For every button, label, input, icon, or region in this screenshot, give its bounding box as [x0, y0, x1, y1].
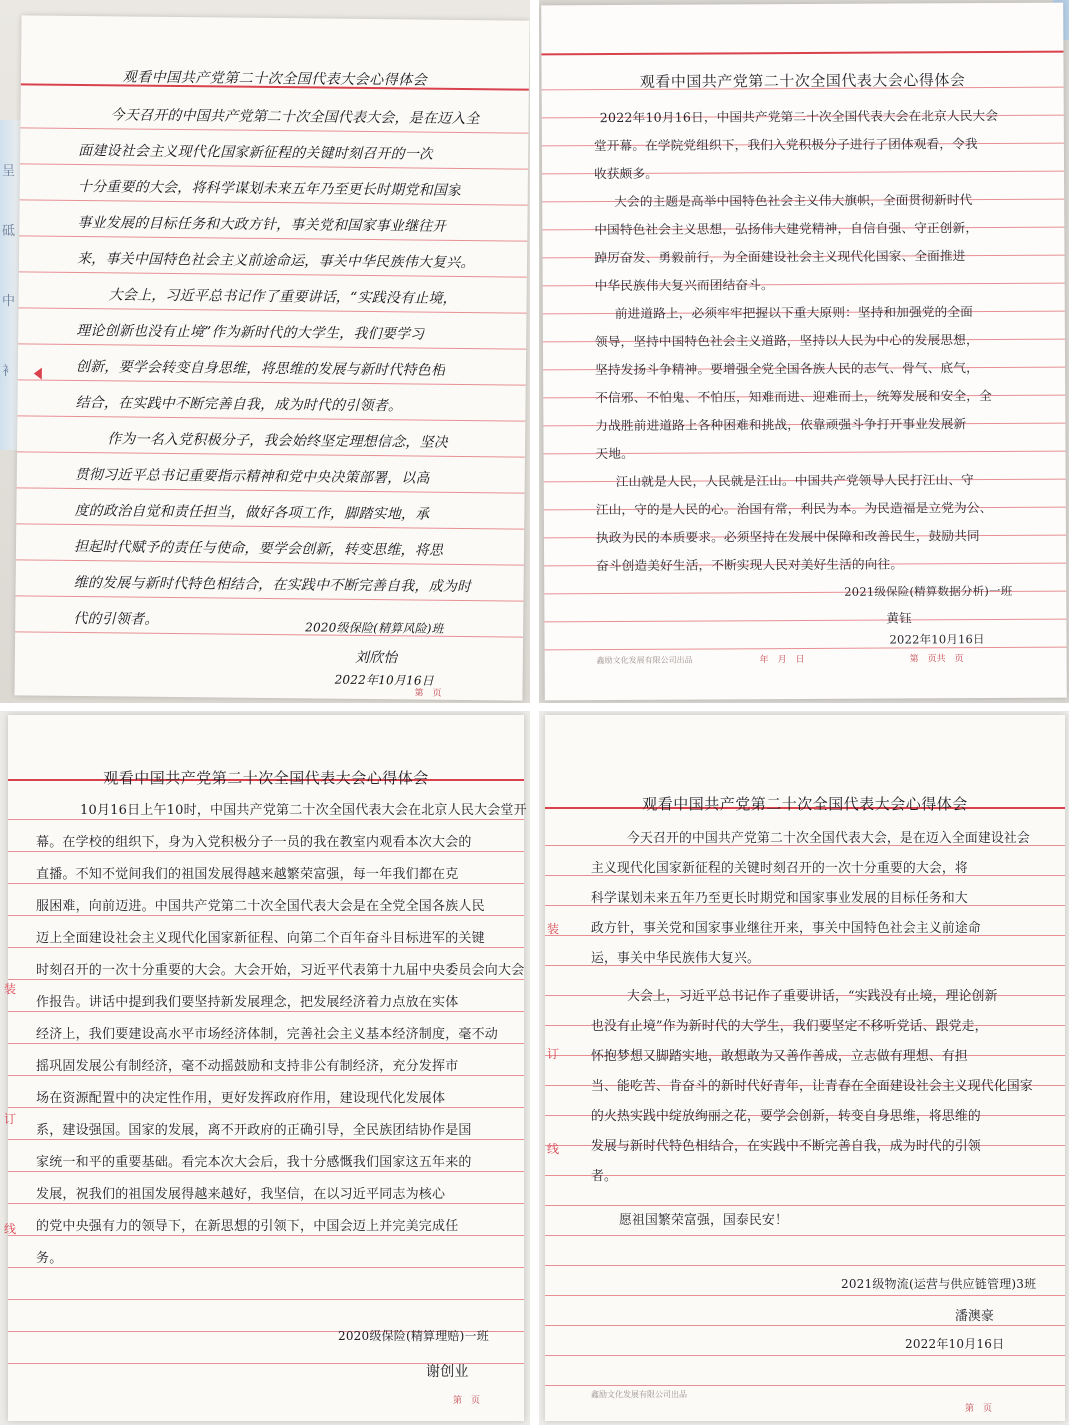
- ruled-line: [15, 631, 523, 637]
- text-line: 中华民族伟大复兴而团结奋斗。: [594, 277, 774, 294]
- ruled-line: [17, 487, 525, 493]
- ruled-line: [545, 647, 1067, 651]
- ruled-line: [8, 1171, 524, 1172]
- ruled-line: [8, 1011, 524, 1012]
- text-line: 幕。在学校的组织下，身为入党积极分子一员的我在教室内观看本次大会的: [36, 835, 472, 850]
- text-line: 江山就是人民，人民就是江山。中国共产党领导人民打江山、守: [615, 472, 974, 489]
- page-footer: 第 页共 页: [909, 654, 964, 665]
- text-line: 系，建设强国。国家的发展，离不开政府的正确引导，全民族团结协作是国: [36, 1123, 472, 1138]
- ruled-line: [545, 1355, 1065, 1356]
- page-footer: 第 页: [965, 1404, 993, 1414]
- text-line: 作报告。讲话中提到我们要坚持新发展理念，把发展经济着力点放在实体: [36, 995, 459, 1010]
- page-footer: 第 页: [414, 688, 442, 699]
- text-line: 中国特色社会主义思想，弘扬伟大建党精神，自信自强、守正创新，: [594, 220, 979, 238]
- ruled-line: [17, 451, 525, 457]
- text-line: 江山，守的是人民的心。治国有常，利民为本。为民造福是立党为公、: [595, 500, 993, 518]
- ruled-line: [19, 235, 527, 241]
- header-rule: [541, 51, 1063, 56]
- signature-name: 谢创业: [426, 1364, 469, 1380]
- ruled-line: [20, 163, 528, 169]
- ruled-lines: [541, 3, 1063, 6]
- sheet-title: 观看中国共产党第二十次全国代表大会心得体会: [639, 71, 966, 91]
- handwritten-sheet: [4, 715, 527, 1421]
- binding-mark: 装: [547, 922, 560, 936]
- text-line: 务。: [36, 1251, 63, 1266]
- text-line: 担起时代赋予的责任与使命，要学会创新，转变思维，将思: [73, 538, 444, 559]
- text-line: 当、能吃苦、肯奋斗的新时代好青年，让青春在全面建设社会主义现代化国家: [591, 1079, 1033, 1094]
- text-line: 也没有止境”作为新时代的大学生，我们要坚定不移听党话、跟党走，: [591, 1019, 988, 1034]
- ruled-line: [545, 1325, 1065, 1326]
- ruled-line: [8, 883, 524, 884]
- photo-top-right: [539, 0, 1069, 703]
- signature-class: 2020级保险(精算风险)班: [305, 620, 444, 636]
- text-line: 时刻召开的一次十分重要的大会。大会开始，习近平代表第十九届中央委员会向大会: [36, 963, 525, 978]
- ruled-line: [544, 619, 1066, 623]
- signature-date: 2022年10月16日: [889, 632, 985, 647]
- collage-divider-vertical: [530, 0, 539, 1425]
- text-line: 天地。: [595, 445, 634, 462]
- ruled-line: [545, 1205, 1065, 1206]
- text-line: 发展，祝我们的祖国发展得越来越好，我坚信，在以习近平同志为核心: [36, 1187, 446, 1202]
- ruled-lines: [22, 15, 530, 20]
- ruled-line: [8, 1043, 524, 1044]
- text-line: 度的政治自觉和责任担当，做好各项工作，脚踏实地，承: [74, 502, 430, 523]
- photo-bottom-left: [0, 711, 530, 1425]
- text-line: 科学谋划未来五年乃至更长时期党和国家事业发展的目标任务和大: [591, 891, 968, 906]
- signature-class: 2021级保险(精算数据分析)一班: [844, 583, 1013, 599]
- scrap-glyph: 呈: [2, 164, 16, 179]
- signature-class: 2021级物流(运营与供应链管理)3班: [841, 1277, 1037, 1291]
- binding-mark: 线: [547, 1142, 560, 1156]
- binding-mark: 线: [4, 1222, 17, 1236]
- red-marker-icon: [34, 368, 42, 380]
- text-line: 政方针，事关党和国家事业继往开来，事关中国特色社会主义前途命: [591, 921, 981, 936]
- handwritten-sheet: [541, 3, 1067, 701]
- text-line: 作为一名入党积极分子，我会始终坚定理想信念，坚决: [107, 431, 449, 451]
- text-line: 场在资源配置中的决定性作用，更好发挥政府作用，建设现代化发展体: [36, 1091, 446, 1106]
- text-line: 家统一和平的重要基础。看完本次大会后，我十分感慨我们国家这五年来的: [36, 1155, 472, 1170]
- text-line: 贯彻习近平总书记重要指示精神和党中央决策部署，以高: [74, 466, 430, 487]
- text-line: 今天召开的中国共产党第二十次全国代表大会，是在迈入全面建设社会: [627, 831, 1030, 846]
- publisher-footer: 鑫励文化发展有限公司出品: [596, 655, 693, 666]
- text-line: 维的发展与新时代特色相结合，在实践中不断完善自我，成为时: [73, 574, 472, 596]
- signature-name: 刘欣怡: [354, 649, 398, 667]
- ruled-line: [17, 415, 525, 421]
- scrap-glyph: 砥: [2, 224, 16, 239]
- binding-mark: 装: [4, 982, 17, 996]
- signature-date: 2022年10月16日: [905, 1337, 1005, 1351]
- date-footer: 年 月 日: [759, 655, 805, 666]
- text-line: 大会上，习近平总书记作了重要讲话，“实践没有止境，: [108, 287, 457, 307]
- text-line: 面建设社会主义现代化国家新征程的关键时刻召开的一次: [78, 142, 434, 163]
- handwritten-sheet: [545, 715, 1065, 1421]
- text-line: 怀抱梦想又脚踏实地，敢想敢为又善作善成，立志做有理想、有担: [591, 1049, 968, 1064]
- ruled-line: [18, 343, 526, 349]
- signature-class: 2020级保险(精算理赔)一班: [338, 1329, 489, 1343]
- ruled-line: [8, 1139, 524, 1140]
- publisher-footer: 鑫励文化发展有限公司出品: [591, 1390, 687, 1399]
- ruled-line: [545, 1265, 1065, 1266]
- text-line: 力战胜前进道路上各种困难和挑战，依靠顽强斗争打开事业发展新: [595, 416, 967, 434]
- text-line: 摇巩固发展公有制经济，毫不动摇鼓励和支持非公有制经济，充分发挥市: [36, 1059, 459, 1074]
- text-line: 收获颇多。: [594, 165, 659, 182]
- ruled-line: [15, 595, 523, 601]
- text-line: 前进道路上，必须牢牢把握以下重大原则：坚持和加强党的全面: [614, 304, 974, 321]
- text-line: 今天召开的中国共产党第二十次全国代表大会，是在迈入全: [110, 107, 480, 128]
- text-line: 理论创新也没有止境”作为新时代的大学生，我们要学习: [76, 322, 425, 343]
- page-footer: 第 页: [453, 1396, 481, 1406]
- sheet-title: 观看中国共产党第二十次全国代表大会心得体会: [642, 795, 968, 813]
- ruled-line: [8, 979, 524, 980]
- binding-mark: 订: [547, 1047, 560, 1061]
- text-line: 大会上，习近平总书记作了重要讲话，“实践没有止境，理论创新: [627, 989, 998, 1004]
- ruled-line: [16, 523, 524, 529]
- sheet-title: 观看中国共产党第二十次全国代表大会心得体会: [122, 69, 428, 89]
- text-line: 10月16日上午10时，中国共产党第二十次全国代表大会在北京人民大会堂开: [80, 803, 527, 818]
- text-line: 服困难，向前迈进。中国共产党第二十次全国代表大会是在全党全国各族人民: [36, 899, 485, 914]
- text-line: 坚持发扬斗争精神。要增强全党全国各族人民的志气、骨气、底气，: [595, 360, 979, 378]
- text-line: 主义现代化国家新征程的关键时刻召开的一次十分重要的大会，将: [591, 861, 968, 876]
- text-line: 迈上全面建设社会主义现代化国家新征程、向第二个百年奋斗目标进军的关键: [36, 931, 485, 946]
- text-line: 发展与新时代特色相结合，在实践中不断完善自我，成为时代的引领: [591, 1139, 981, 1154]
- ruled-line: [8, 1203, 524, 1204]
- text-line: 结合，在实践中不断完善自我，成为时代的引领者。: [75, 394, 403, 415]
- scrap-glyph: 衤: [2, 364, 16, 379]
- ruled-line: [20, 199, 528, 205]
- text-line: 者。: [591, 1169, 617, 1184]
- scrap-glyph: 中: [2, 294, 16, 309]
- text-line: 执政为民的本质要求。必须坚持在发展中保障和改善民生，鼓励共同: [595, 528, 980, 546]
- text-line: 不信邪、不怕鬼、不怕压，知难而进、迎难而上，统筹发展和安全，全: [595, 388, 992, 406]
- text-line: 愿祖国繁荣富强，国泰民安！: [619, 1213, 788, 1228]
- photo-bottom-right: [539, 711, 1069, 1425]
- text-line: 经济上，我们要建设高水平市场经济体制，完善社会主义基本经济制度，毫不动: [36, 1027, 499, 1042]
- text-line: 2022年10月16日，中国共产党第二十次全国代表大会在北京人民大会: [599, 107, 999, 126]
- ruled-line: [20, 127, 528, 133]
- ruled-line: [18, 379, 526, 385]
- text-line: 堂开幕。在学院党组织下，我们入党积极分子进行了团体观看，令我: [593, 136, 978, 154]
- text-line: 直播。不知不觉间我们的祖国发展得越来越繁荣富强，每一年我们都在克: [36, 867, 459, 882]
- signature-name: 黄钰: [886, 610, 913, 626]
- ruled-line: [8, 1107, 524, 1108]
- ruled-line: [8, 819, 524, 820]
- ruled-line: [8, 851, 524, 852]
- ruled-line: [16, 559, 524, 565]
- text-line: 来，事关中国特色社会主义前途命运，事关中华民族伟大复兴。: [76, 250, 475, 272]
- text-line: 的火热实践中绽放绚丽之花，要学会创新，转变自身思维，将思维的: [591, 1109, 981, 1124]
- ruled-line: [8, 947, 524, 948]
- ruled-line: [545, 1235, 1065, 1236]
- ruled-line: [545, 1175, 1065, 1176]
- text-line: 领导，坚持中国特色社会主义道路，坚持以人民为中心的发展思想，: [594, 332, 979, 350]
- ruled-line: [545, 1385, 1065, 1386]
- photo-top-left: [0, 0, 530, 703]
- signature-date: 2022年10月16日: [334, 672, 434, 688]
- ruled-line: [8, 1299, 524, 1300]
- text-line: 的党中央强有力的领导下，在新思想的引领下，中国会迈上并完美完成任: [36, 1219, 459, 1234]
- ruled-line: [8, 1075, 524, 1076]
- text-line: 十分重要的大会，将科学谋划未来五年乃至更长时期党和国家: [77, 178, 462, 199]
- text-line: 事业发展的目标任务和大政方针，事关党和国家事业继往开: [77, 214, 447, 235]
- text-line: 奋斗创造美好生活，不断实现人民对美好生活的向往。: [596, 556, 904, 574]
- ruled-line: [19, 307, 527, 313]
- text-line: 运，事关中华民族伟大复兴。: [591, 951, 760, 966]
- sheet-title: 观看中国共产党第二十次全国代表大会心得体会: [103, 769, 429, 787]
- text-line: 创新，要学会转变自身思维，将思维的发展与新时代特色相: [75, 358, 446, 379]
- ruled-line: [19, 271, 527, 277]
- text-line: 代的引领者。: [73, 610, 159, 628]
- binding-mark: 订: [4, 1112, 17, 1126]
- ruled-line: [8, 1235, 524, 1236]
- ruled-line: [545, 1295, 1065, 1296]
- signature-name: 潘澳豪: [955, 1309, 994, 1324]
- handwritten-sheet: [14, 15, 529, 700]
- ruled-line: [8, 915, 524, 916]
- text-line: 踔厉奋发、勇毅前行，为全面建设社会主义现代化国家、全面推进: [594, 248, 966, 266]
- ruled-line: [8, 1267, 524, 1268]
- text-line: 大会的主题是高举中国特色社会主义伟大旗帜，全面贯彻新时代: [614, 192, 973, 209]
